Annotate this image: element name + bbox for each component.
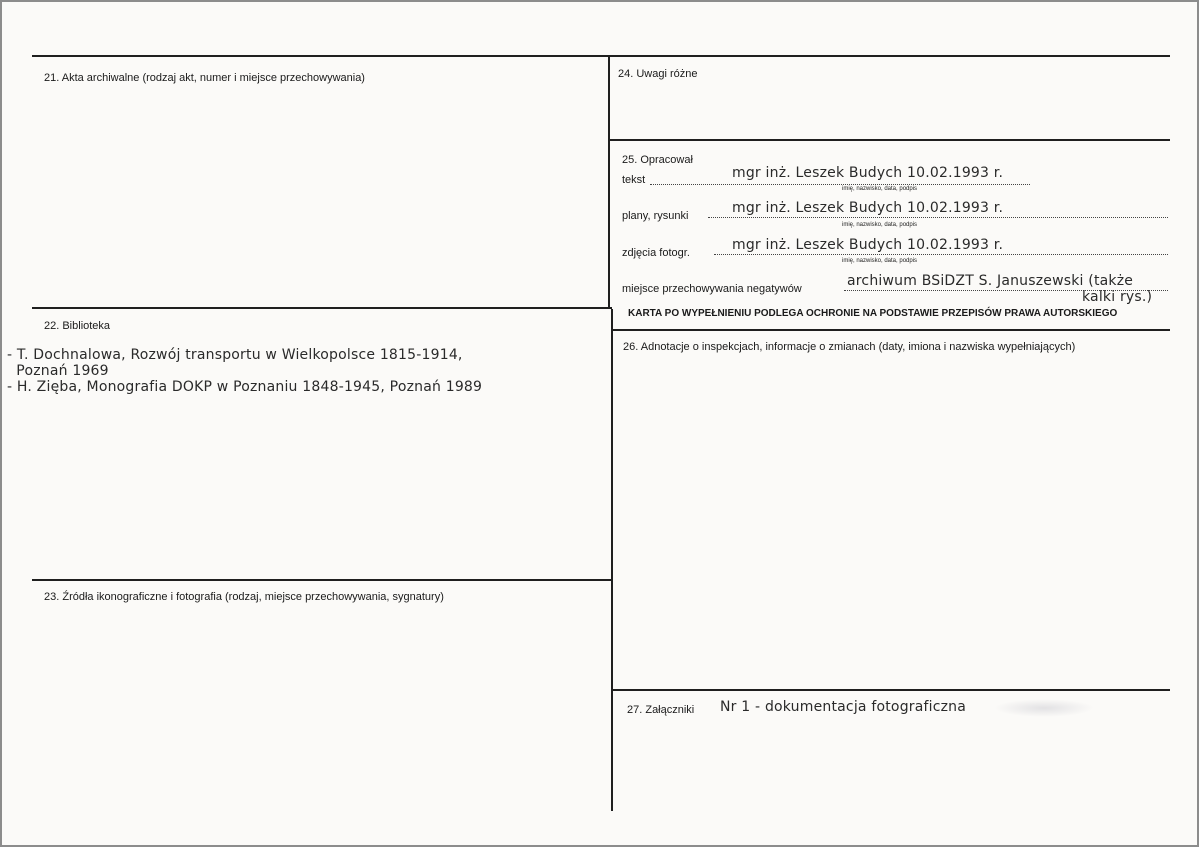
negatives-value-line-2: kalki rys.): [1082, 289, 1153, 305]
rule-s22-s23: [32, 579, 612, 581]
section-27-label: 27. Załączniki: [627, 704, 695, 716]
section-25-label: 25. Opracował: [622, 154, 693, 166]
field-plany-caption: imię, nazwisko, data, podpis: [842, 222, 918, 228]
field-tekst-label: tekst: [622, 174, 646, 186]
field-zdjecia-caption: imię, nazwisko, data, podpis: [842, 258, 918, 264]
negatives-label: miejsce przechowywania negatywów: [622, 283, 802, 295]
rule-s25-s26: [613, 329, 1170, 331]
section-27-value: Nr 1 - dokumentacja fotograficzna: [720, 699, 967, 715]
section-23-label: 23. Źródła ikonograficzne i fotografia (rodzaj, miejsce przechowywania, sygnatury): [44, 591, 444, 603]
field-zdjecia-label: zdjęcia fotogr.: [622, 247, 690, 259]
field-tekst-value: mgr inż. Leszek Budych 10.02.1993 r.: [732, 165, 1004, 181]
top-rule: [32, 55, 1170, 57]
library-entry-2: - H. Zięba, Monografia DOKP w Poznaniu 1848-1945, Poznań 1989: [7, 379, 483, 395]
rule-s21-s22: [32, 307, 612, 309]
section-22-label: 22. Biblioteka: [44, 320, 111, 332]
negatives-value-line-1: archiwum BSiDZT S. Januszewski (także: [847, 273, 1134, 289]
field-tekst-line: [650, 184, 1030, 185]
copyright-notice: KARTA PO WYPEŁNIENIU PODLEGA OCHRONIE NA PODSTAWIE PRZEPISÓW PRAWA AUTORSKIEGO: [628, 308, 1118, 319]
field-plany-line: [708, 217, 1168, 218]
field-plany-value: mgr inż. Leszek Budych 10.02.1993 r.: [732, 200, 1004, 216]
section-24-label: 24. Uwagi różne: [618, 68, 698, 80]
section-26-label: 26. Adnotacje o inspekcjach, informacje o zmianach (daty, imiona i nazwiska wypełniających): [623, 341, 1076, 353]
center-divider-lower: [611, 309, 613, 811]
faded-stamp-mark: [994, 699, 1094, 717]
field-zdjecia-value: mgr inż. Leszek Budych 10.02.1993 r.: [732, 237, 1004, 253]
field-plany-label: plany, rysunki: [622, 210, 689, 222]
center-divider-upper: [608, 57, 610, 309]
field-tekst-caption: imię, nazwisko, data, podpis: [842, 186, 918, 192]
library-entry-1: - T. Dochnalowa, Rozwój transportu w Wielkopolsce 1815-1914,: [7, 347, 463, 363]
field-zdjecia-line: [714, 254, 1168, 255]
record-card: [2, 2, 1197, 845]
rule-s24-s25: [610, 139, 1170, 141]
library-entry-1-cont: Poznań 1969: [7, 363, 109, 379]
rule-s26-s27: [613, 689, 1170, 691]
section-21-label: 21. Akta archiwalne (rodzaj akt, numer i miejsce przechowywania): [44, 72, 365, 84]
